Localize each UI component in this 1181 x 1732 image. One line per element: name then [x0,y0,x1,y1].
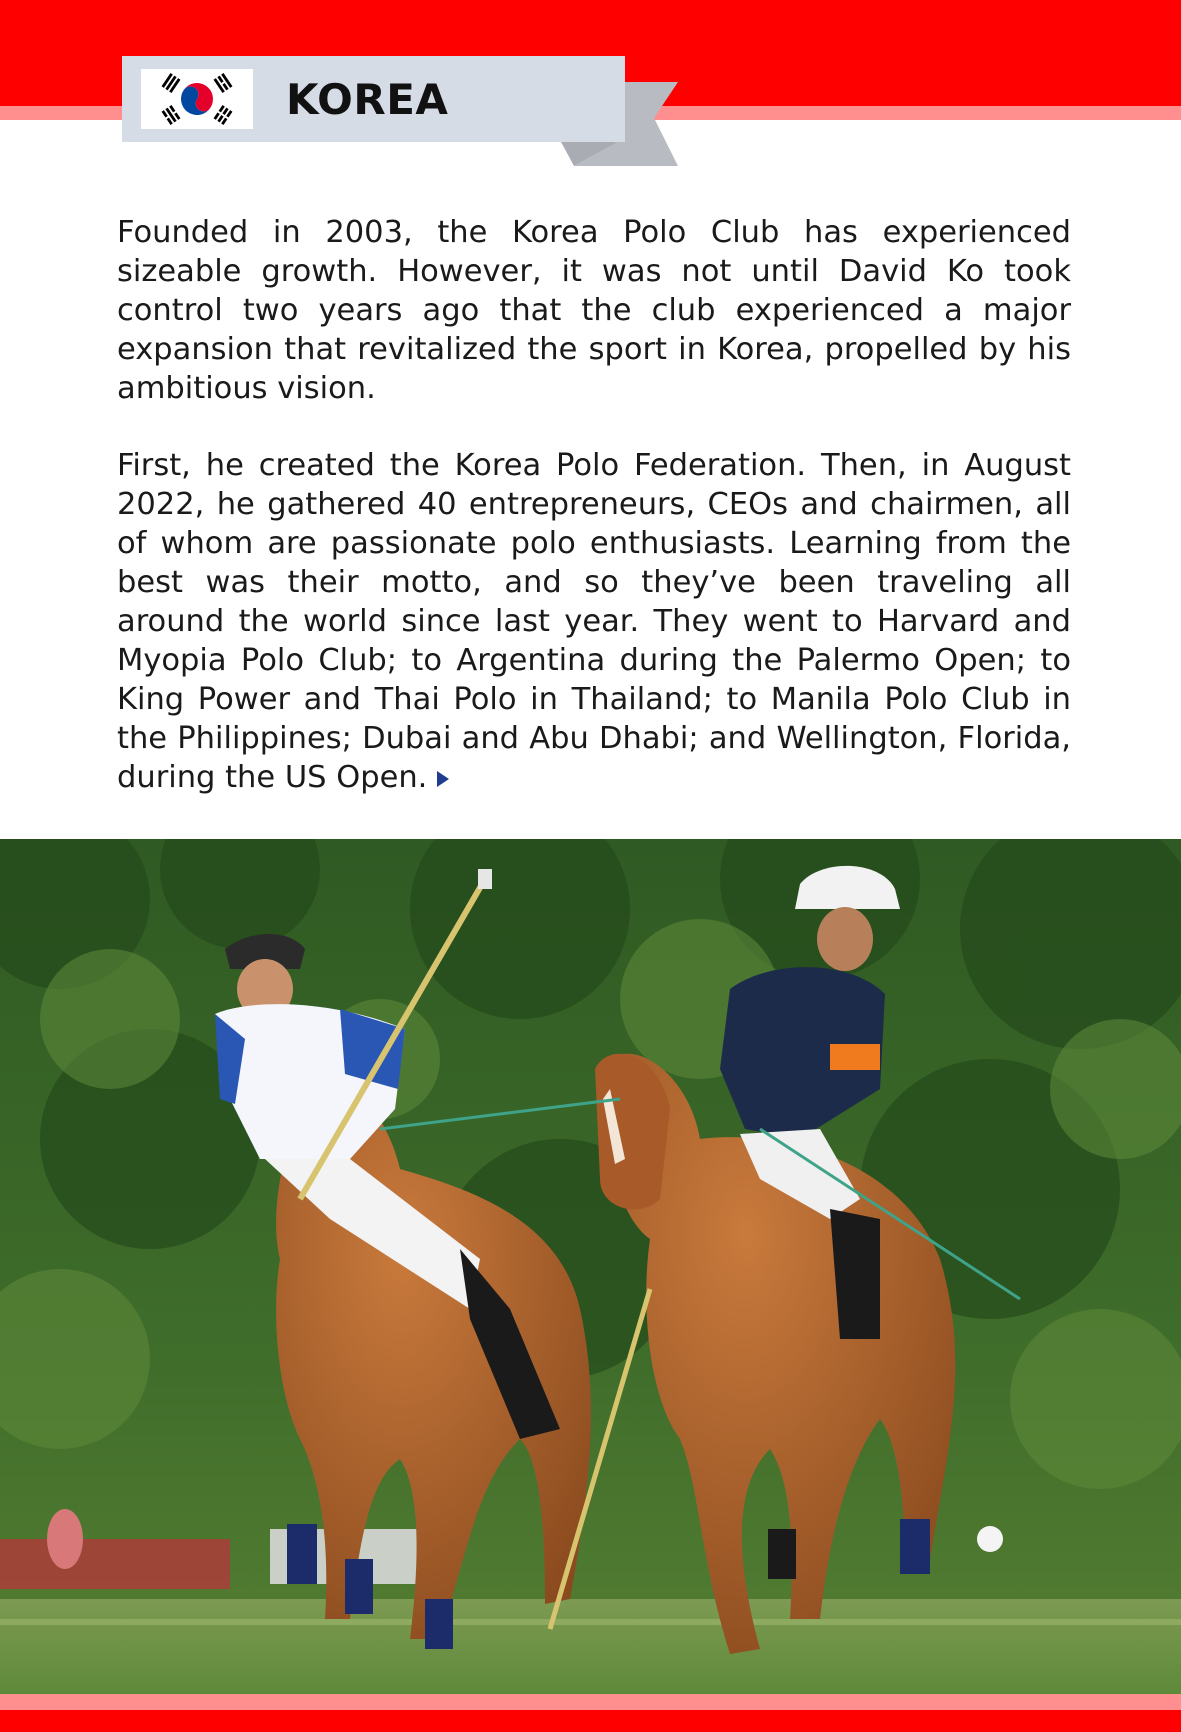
paragraph-2-text: First, he created the Korea Polo Federation. Then, in August 2022, he gathered 40 entrepreneurs, CEOs and chairmen, all of whom are passionate polo enthusiasts. Learning from the best was their motto, and so they’ve been traveling all around the world since last year. They went to Harvard and Myopia Polo Club; to Argentina during the Palermo Open; to King Power and Thai Polo in Thailand; to Manila Polo Club in the Philippines; Dubai and Abu Dhabi; and Wellington, Florida, during the US Open. [117,448,1071,795]
article-paragraph-2 [117,446,1071,797]
page-title: KOREA [286,75,449,124]
polo-players-photo [0,839,1181,1694]
paragraph-1-text: Founded in 2003, the Korea Polo Club has experienced sizeable growth. However, it was not until David Ko took control two years ago that the club experienced a major expansion that revitalized the sport in Korea, propelled by his ambitious vision. [117,215,1071,406]
footer-red-band [0,1710,1181,1732]
south-korea-flag-icon [141,69,253,129]
article-paragraph-1 [117,213,1071,408]
triangle-right-icon [437,771,449,787]
footer-pink-stripe [0,1694,1181,1710]
